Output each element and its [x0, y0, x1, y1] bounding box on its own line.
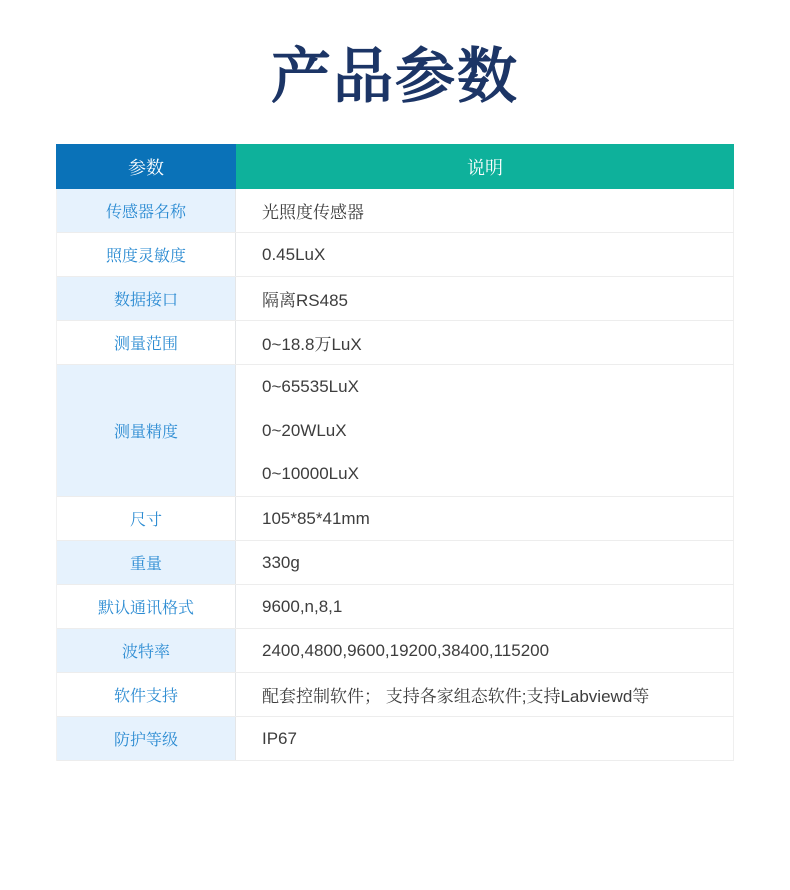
table-row	[57, 541, 734, 585]
value-cell: 隔离RS485	[236, 277, 734, 320]
value-cell: IP67	[236, 717, 734, 760]
table-row	[57, 277, 734, 321]
param-cell: 波特率	[57, 629, 236, 672]
column-header-param: 参数	[56, 144, 236, 189]
value-cell: 0.45LuX	[236, 233, 734, 276]
param-cell: 测量精度	[57, 365, 236, 496]
param-cell: 测量范围	[57, 321, 236, 364]
param-cell: 数据接口	[57, 277, 236, 320]
spec-table	[56, 144, 734, 761]
value-cell	[236, 365, 734, 496]
value-line: 0~65535LuX	[262, 376, 359, 396]
table-row	[57, 673, 734, 717]
value-cell: 330g	[236, 541, 734, 584]
table-row	[57, 233, 734, 277]
value-line: 0~10000LuX	[262, 464, 359, 484]
param-cell: 传感器名称	[57, 189, 236, 232]
param-cell: 默认通讯格式	[57, 585, 236, 628]
page-title: 产品参数	[271, 43, 519, 110]
table-row	[57, 717, 734, 761]
table-body	[56, 189, 734, 761]
value-cell: 配套控制软件； 支持各家组态软件;支持Labviewd等	[236, 673, 734, 716]
param-cell: 重量	[57, 541, 236, 584]
column-header-desc: 说明	[236, 144, 734, 189]
value-cell: 2400,4800,9600,19200,38400,115200	[236, 629, 734, 672]
table-header-row	[56, 144, 734, 189]
param-cell: 防护等级	[57, 717, 236, 760]
table-row	[57, 321, 734, 365]
value-line: 0~20WLuX	[262, 420, 347, 440]
value-cell: 0~18.8万LuX	[236, 321, 734, 364]
table-row	[57, 189, 734, 233]
value-cell: 105*85*41mm	[236, 497, 734, 540]
param-cell: 照度灵敏度	[57, 233, 236, 276]
value-cell: 光照度传感器	[236, 189, 734, 232]
param-cell: 软件支持	[57, 673, 236, 716]
param-cell: 尺寸	[57, 497, 236, 540]
table-row	[57, 365, 734, 497]
table-row	[57, 585, 734, 629]
value-cell: 9600,n,8,1	[236, 585, 734, 628]
table-row	[57, 497, 734, 541]
table-row	[57, 629, 734, 673]
